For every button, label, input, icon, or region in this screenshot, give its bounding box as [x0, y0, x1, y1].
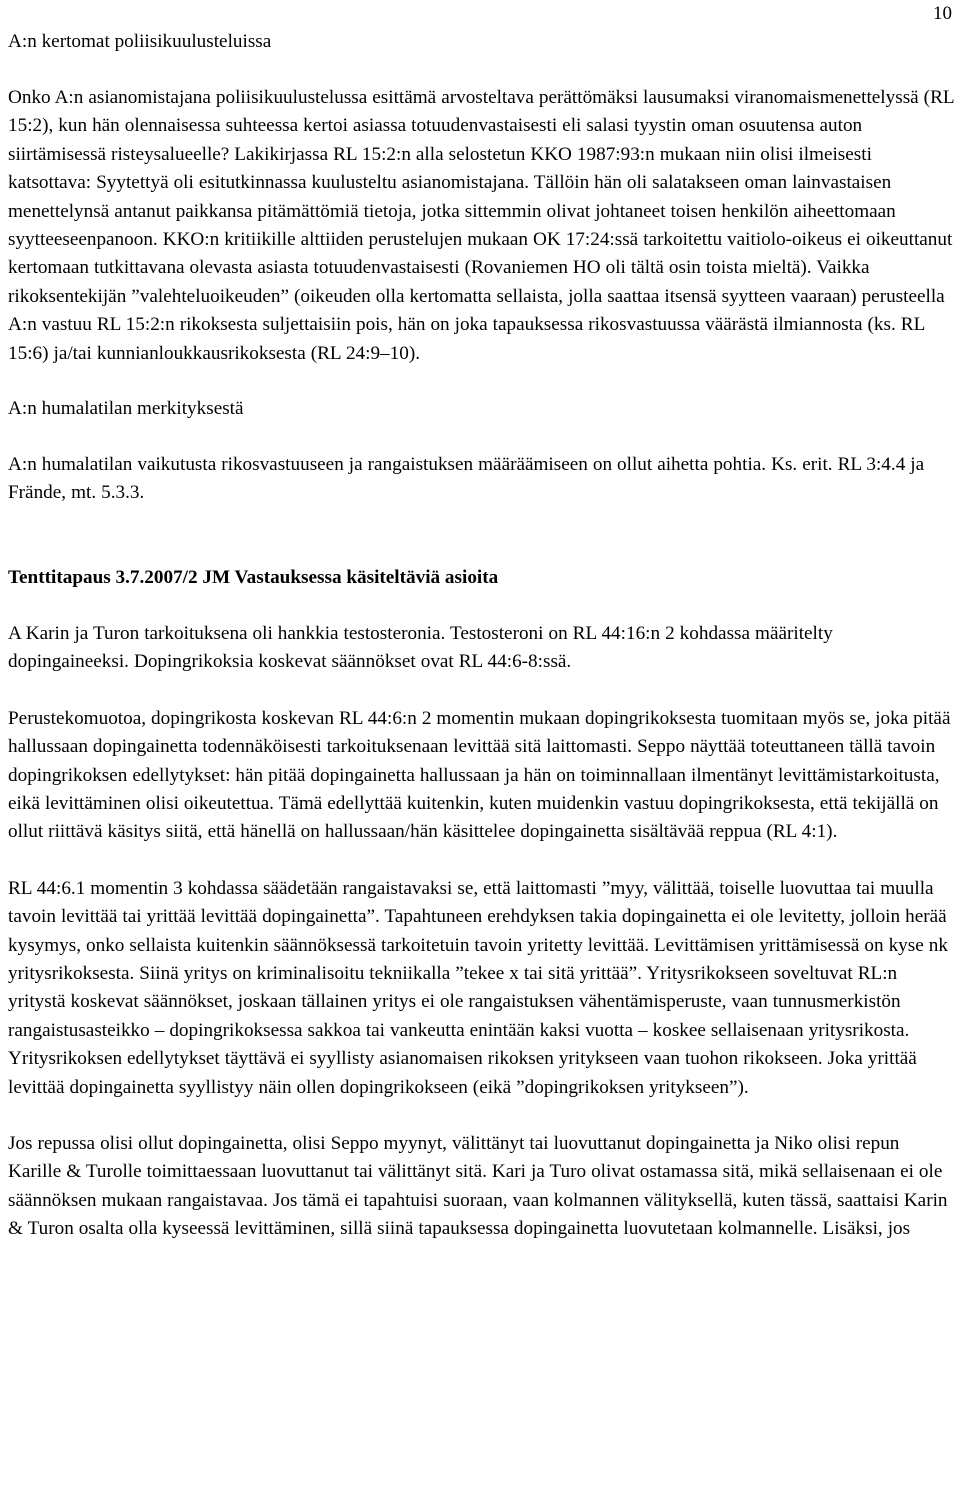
paragraph-intoxication: A:n humalatilan vaikutusta rikosvastuuseen ja rangaistuksen määräämiseen on ollut aihetta pohtia. Ks. erit. RL 3:4.4 ja Frände, mt. 5.3.3. — [8, 454, 925, 504]
section-heading-intoxication: A:n humalatilan merkityksestä — [8, 398, 244, 420]
paragraph-doping-intro: A Karin ja Turon tarkoituksena oli hankkia testosteronia. Testosteroni on RL 44:16:n 2 kohdassa määritelty dopingaineeksi. Dopingrikoksia koskevat säännökset ovat RL 44:6-8:ssä. — [8, 622, 833, 673]
paragraph-police-statements: Onko A:n asianomistajana poliisikuulustelussa esittämä arvosteltava perättömäksi lausumaksi viranomaismenettelyssä (RL 15:2), kun hän olennaisessa suhteessa kertoi asiassa totuudenvastaisesti eli salasi tyystin oman osuutensa auton siirtämisessä risteysalueelle? Lakikirjassa RL 15:2:n alla selostetun KKO 1987:93:n mukaan niin olisi ilmeisesti katsottava: Syytettyä oli esitutkinnassa kuulusteltu asianomistajana. Tällöin hän oli salatakseen oman lainvastaisen menettelynsä antanut paikkansa pitämättömiä tietoja, jotka sittemmin olivat johtaneet toisen henkilön aiheettomaan syytteeseenpanoon. KKO:n kritiikille alttiiden perustelujen mukaan OK 17:24:ssä tarkoitettu vaitiolo-oikeus ei oikeuttanut kertomaan tutkittavana olevasta asiasta totuudenvastaisesti (Rovaniemen HO oli tältä osin toista mieltä). Vaikka rikoksentekijän ”valehteluoikeuden” (oikeuden olla kertomatta sellaista, jolla saattaa itsensä syytteen vaaraan) perusteella A:n vastuu RL 15:2:n rikoksesta suljettaisiin pois, hän on joka tapauksessa rikosvastuussa väärästä ilmiannosta (ks. RL 15:6) ja/tai kunnianloukkausrikoksesta (RL 24:9–10). — [8, 87, 954, 364]
paragraph-doping-distribution: Jos repussa olisi ollut dopingainetta, olisi Seppo myynyt, välittänyt tai luovuttanut dopingainetta ja Niko olisi repun Karille & Turolle toimittaessaan luovuttanut tai välittänyt sitä. Kari ja Turo olivat ostamassa sitä, mikä sellaisenaan ei ole säännöksen mukaan rangaistavaa. Jos tämä ei tapahtuisi suoraan, vaan kolmannen välityksellä, kuten tässä, saattaisi Karin & Turon osalta olla kyseessä levittäminen, sillä siinä tapauksessa dopingainetta luovutetaan kolmannelle. Lisäksi, jos — [8, 1132, 948, 1240]
paragraph-doping-possession: Perustekomuotoa, dopingrikosta koskevan RL 44:6:n 2 momentin mukaan dopingrikoksesta tuomitaan myös se, joka pitää hallussaan dopingainetta todennäköisesti tarkoituksenaan levittää sitä laittomasti. Seppo näyttää toteuttaneen tällä tavoin dopingrikoksen edellytykset: hän pitää dopingainetta hallussaan ja hän on toiminnallaan ilmentänyt levittämistarkoitusta, eikä levittäminen olisi oikeutettua. Tämä edellyttää kuitenkin, kuten muidenkin vastuu dopingrikoksesta, että tekijällä on ollut riittävä käsitys siitä, että hänellä on hallussaan/hän käsittelee dopingainetta sisältävää reppua (RL 4:1). — [8, 707, 951, 843]
document-page — [8, 0, 954, 1244]
exam-case-title: Tenttitapaus 3.7.2007/2 JM Vastauksessa käsiteltäviä asioita — [8, 566, 499, 588]
page-number: 10 — [933, 3, 952, 24]
paragraph-doping-attempt: RL 44:6.1 momentin 3 kohdassa säädetään rangaistavaksi se, että laittomasti ”myy, välittää, toiselle luovuttaa tai muulla tavoin levittää tai yrittää levittää dopingainetta”. Tapahtuneen erehdyksen takia dopingainetta ei ole levitetty, jolloin herää kysymys, onko sellaista kuitenkin säännöksessä tarkoitetuin tavoin yritetty levittää. Levittämisen yrittämisessä on kyse nk yritysrikoksesta. Siinä yritys on kriminalisoitu tekniikalla ”tekee x tai sitä yrittää”. Yritysrikokseen soveltuvat RL:n yritystä koskevat säännökset, joskaan tällainen yritys ei ole rangaistuksen vähentämisperuste, vaan tunnusmerkistön rangaistusasteikko – dopingrikoksessa sakkoa tai vankeutta enintään kaksi vuotta – koskee sellaisenaan yritysrikosta. Yritysrikoksen edellytykset täyttävä ei syyllisty asianomaisen rikoksen yritykseen vaan tuohon rikokseen. Joka yrittää levittää dopingainetta syyllistyy näin ollen dopingrikokseen (eikä ”dopingrikoksen yritykseen”). — [8, 877, 948, 1098]
section-heading-police-statements: A:n kertomat poliisikuulusteluissa — [8, 31, 272, 52]
